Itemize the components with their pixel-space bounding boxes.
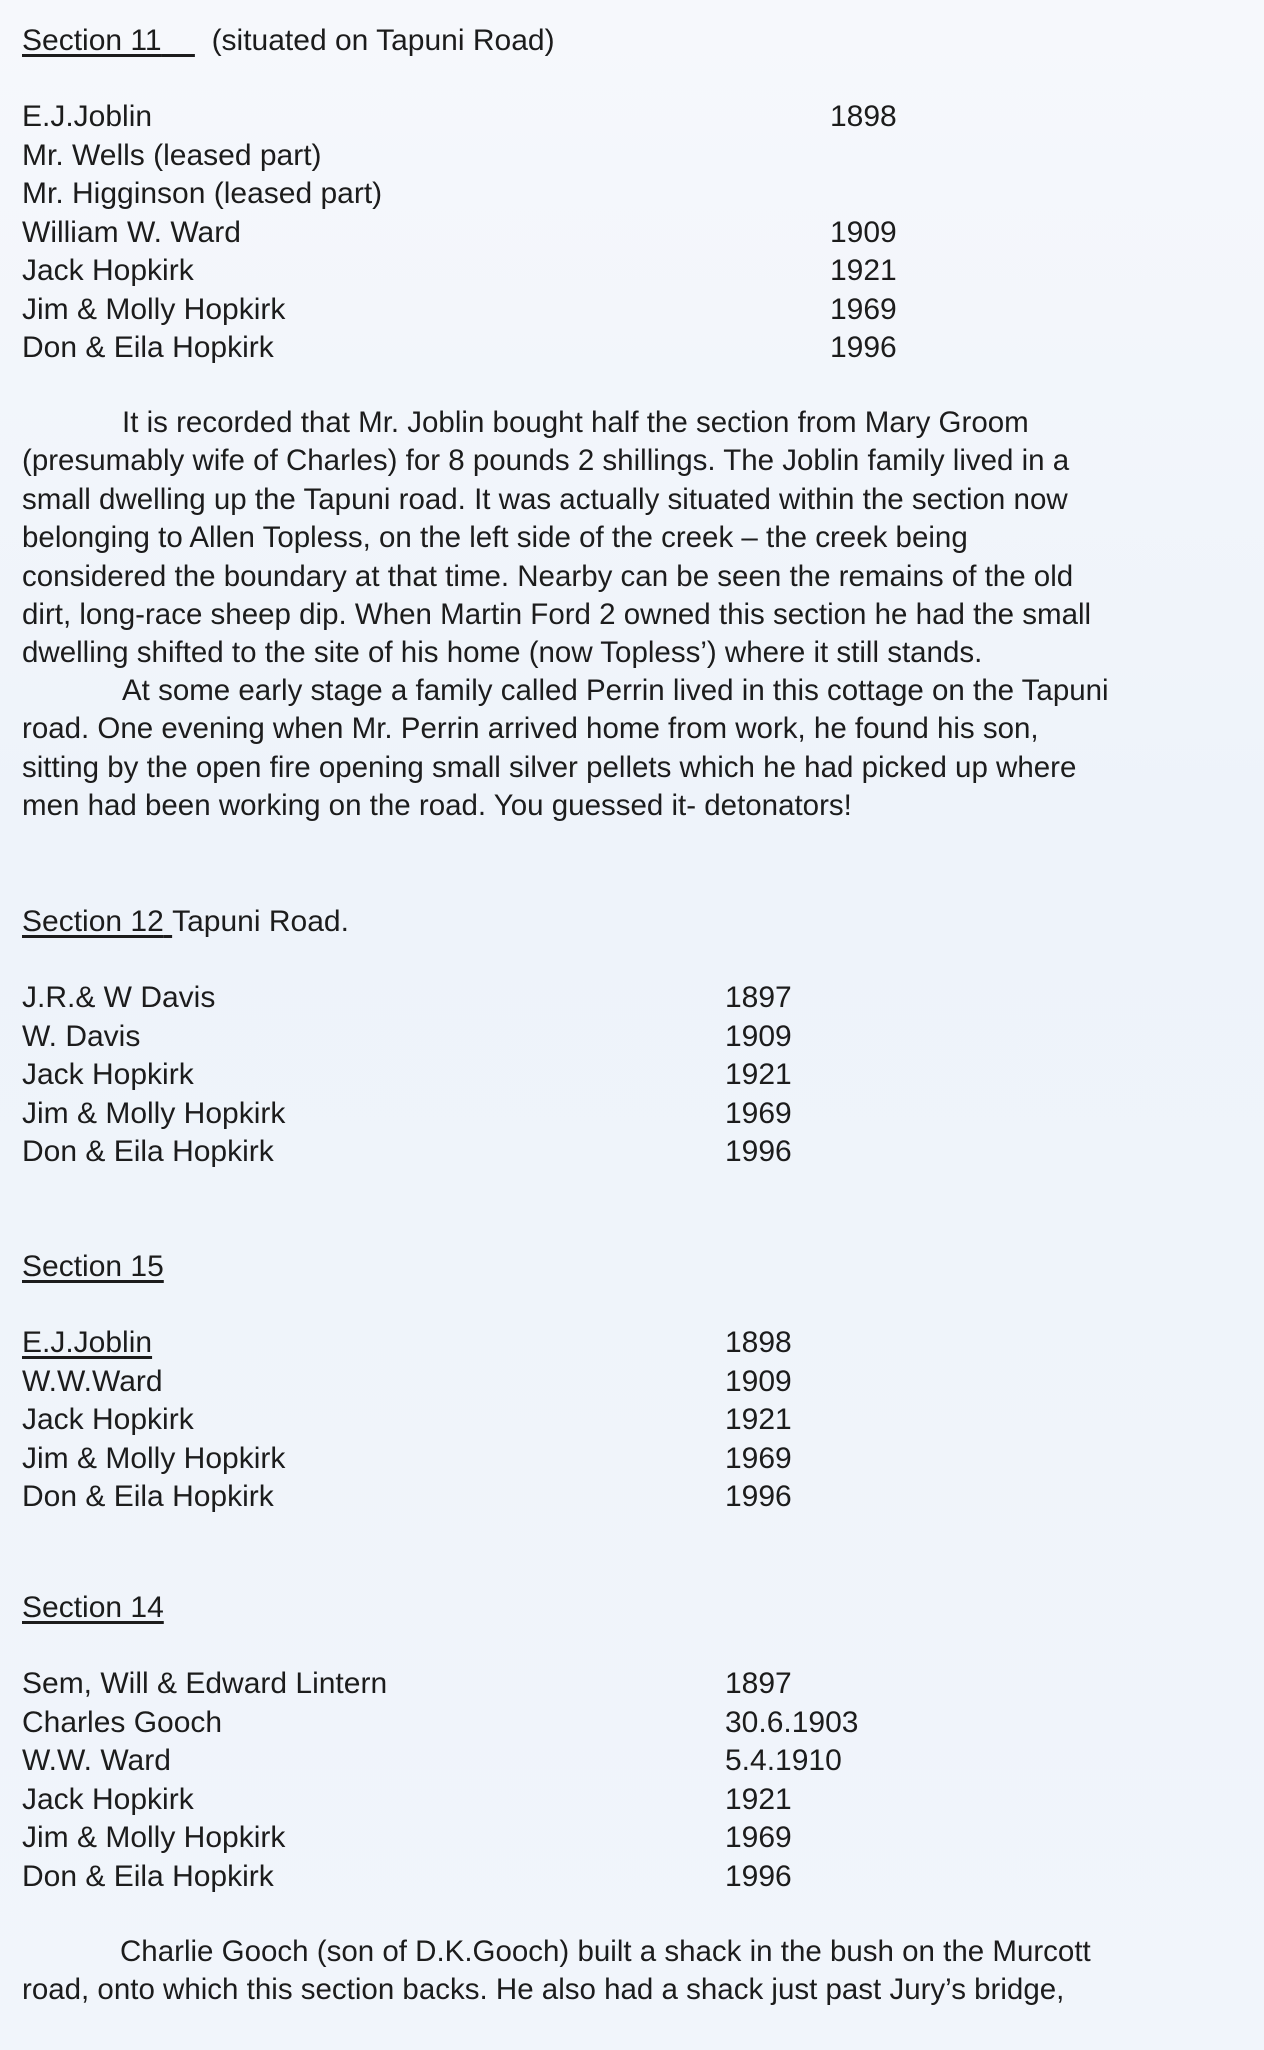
owner-year: 1898 [725,1326,792,1359]
owner-name: Sem, Will & Edward Lintern [22,1667,388,1700]
owner-name: Jim & Molly Hopkirk [22,1096,286,1130]
owner-list [22,979,1242,1172]
owner-name: E.J.Joblin [22,100,153,133]
section-label: Section 12 [22,905,164,938]
owner-year: 1921 [725,1058,792,1091]
owner-year: 1969 [830,292,897,326]
owner-name: Jim & Molly Hopkirk [22,1821,286,1854]
owner-year: 1996 [725,1135,792,1168]
owner-entry [22,1363,1242,1402]
owner-name: Charles Gooch [22,1705,223,1739]
owner-entry [22,1742,1242,1781]
owner-year: 1898 [830,100,897,133]
owner-name: W.W.Ward [22,1364,163,1398]
owner-year: 1969 [725,1821,792,1854]
paragraph-line: sitting by the open fire opening small silver pellets which he had picked up where [22,750,1077,784]
owner-year: 1909 [830,215,897,249]
owner-name: Jim & Molly Hopkirk [22,1441,286,1475]
owner-name: Mr. Wells (leased part) [22,138,322,172]
owner-entry [22,329,1242,368]
owner-entry [22,1018,1242,1057]
section-label: Section 11 [22,24,162,57]
section-heading [22,1248,1242,1286]
owner-entry [22,1440,1242,1479]
paragraph-line: (presumably wife of Charles) for 8 pounds 2 shillings. The Joblin family lived in a [22,444,1070,478]
section-heading [22,903,1242,941]
owner-year: 1996 [725,1480,792,1513]
paragraph-line: At some early stage a family called Perrin lived in this cottage on the Tapuni [122,674,1109,707]
owner-year: 1969 [725,1441,792,1475]
owner-entry [22,1665,1242,1704]
owner-name: Jack Hopkirk [22,1782,194,1816]
owner-entry [22,1478,1242,1517]
owner-list [22,1324,1242,1517]
owner-list [22,1665,1242,1896]
owner-name: J.R.& W Davis [22,981,216,1014]
owner-entry [22,137,1242,176]
owner-entry [22,979,1242,1018]
owner-entry [22,1133,1242,1172]
owner-year: 1969 [725,1096,792,1130]
owner-name: Don & Eila Hopkirk [22,1135,274,1168]
owner-name: William W. Ward [22,215,241,249]
owner-year: 1909 [725,1364,792,1398]
paragraph-line: small dwelling up the Tapuni road. It was actually situated within the section now [22,482,1068,516]
owner-name: Don & Eila Hopkirk [22,331,274,364]
owner-entry [22,1324,1242,1363]
owner-entry [22,1781,1242,1820]
section-note: Tapuni Road. [172,905,349,938]
owner-name: Jack Hopkirk [22,1058,194,1091]
owner-name: Jim & Molly Hopkirk [22,292,286,326]
section-15 [22,1248,1242,1517]
section-label: Section 15 [22,1250,164,1283]
paragraph-line: dwelling shifted to the site of his home (now Topless’) where it still stands. [22,636,983,670]
owner-year: 1996 [725,1859,792,1893]
joblin-paragraph [22,404,1247,673]
paragraph-line: considered the boundary at that time. Nearby can be seen the remains of the old [22,559,1074,593]
owner-name: W.W. Ward [22,1744,171,1777]
owner-year: 5.4.1910 [725,1744,842,1777]
owner-year: 1897 [725,1667,792,1700]
owner-year: 1996 [830,331,897,364]
section-12 [22,903,1242,1172]
owner-entry [22,1056,1242,1095]
owner-year: 30.6.1903 [725,1705,859,1739]
owner-name: Don & Eila Hopkirk [22,1859,274,1893]
owner-entry [22,98,1242,137]
owner-entry [22,1819,1242,1858]
owner-name: Jack Hopkirk [22,254,194,287]
owner-name: Don & Eila Hopkirk [22,1480,274,1513]
section-heading [22,22,1242,60]
owner-name: E.J.Joblin [22,1326,153,1359]
paragraph-line: men had been working on the road. You guessed it- detonators! [22,789,852,823]
paragraph-line: Charlie Gooch (son of D.K.Gooch) built a shack in the bush on the Murcott [120,1935,1091,1968]
paragraph-line: belonging to Allen Topless, on the left side of the creek – the creek being [22,521,968,555]
owner-entry [22,291,1242,330]
section-11 [22,22,1242,368]
section-14 [22,1589,1242,1896]
owner-year: 1921 [725,1782,792,1816]
owner-year: 1921 [725,1403,792,1436]
owner-entry [22,1401,1242,1440]
section-note: (situated on Tapuni Road) [211,24,555,57]
owner-entry [22,1095,1242,1134]
owner-year: 1909 [725,1019,792,1053]
owner-entry [22,1704,1242,1743]
section-heading [22,1589,1242,1627]
owner-name: W. Davis [22,1019,141,1053]
paragraph-line: road. One evening when Mr. Perrin arrived home from work, he found his son, [22,712,1039,746]
owner-year: 1897 [725,981,792,1014]
paragraph-line: road, onto which this section backs. He also had a shack just past Jury’s bridge, [22,1973,1065,2007]
owner-list [22,98,1242,368]
gooch-paragraph [22,1933,1247,2010]
owner-year: 1921 [830,254,897,287]
perrin-paragraph [22,672,1247,826]
owner-name: Jack Hopkirk [22,1403,194,1436]
paragraph-line: It is recorded that Mr. Joblin bought half the section from Mary Groom [122,406,1029,439]
paragraph-line: dirt, long-race sheep dip. When Martin Ford 2 owned this section he had the small [22,598,1092,632]
owner-name: Mr. Higginson (leased part) [22,177,383,210]
section-label: Section 14 [22,1591,164,1624]
owner-entry [22,175,1242,214]
owner-entry [22,252,1242,291]
owner-entry [22,1858,1242,1897]
owner-entry [22,214,1242,253]
